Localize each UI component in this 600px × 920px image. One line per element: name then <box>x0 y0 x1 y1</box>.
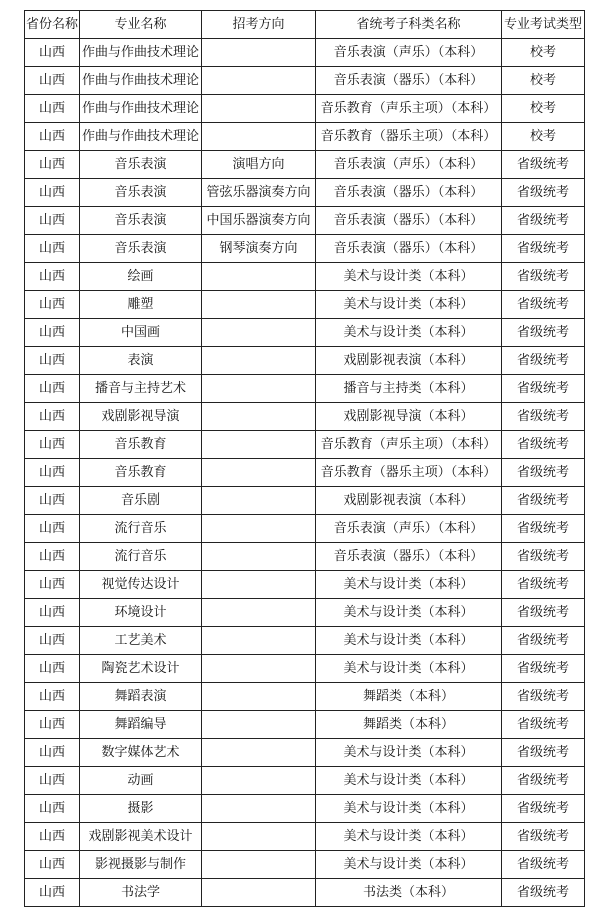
cell-major: 流行音乐 <box>80 543 202 571</box>
cell-exam-type: 校考 <box>502 39 585 67</box>
cell-subject-category: 美术与设计类（本科） <box>316 291 502 319</box>
cell-province: 山西 <box>25 67 80 95</box>
table-row <box>25 235 585 263</box>
cell-exam-type: 省级统考 <box>502 319 585 347</box>
cell-exam-type: 省级统考 <box>502 235 585 263</box>
cell-province: 山西 <box>25 515 80 543</box>
cell-major: 动画 <box>80 767 202 795</box>
cell-exam-type: 省级统考 <box>502 403 585 431</box>
header-province: 省份名称 <box>25 11 80 39</box>
cell-exam-type: 省级统考 <box>502 599 585 627</box>
cell-subject-category: 美术与设计类（本科） <box>316 823 502 851</box>
cell-major: 绘画 <box>80 263 202 291</box>
cell-subject-category: 美术与设计类（本科） <box>316 263 502 291</box>
cell-direction <box>202 515 316 543</box>
table-body <box>25 39 585 907</box>
cell-exam-type: 省级统考 <box>502 711 585 739</box>
cell-major: 音乐表演 <box>80 207 202 235</box>
cell-direction <box>202 67 316 95</box>
table-row <box>25 515 585 543</box>
cell-major: 书法学 <box>80 879 202 907</box>
table-row <box>25 795 585 823</box>
cell-subject-category: 音乐表演（声乐）（本科） <box>316 39 502 67</box>
cell-direction <box>202 123 316 151</box>
cell-direction <box>202 459 316 487</box>
cell-subject-category: 音乐表演（器乐）（本科） <box>316 543 502 571</box>
cell-exam-type: 省级统考 <box>502 207 585 235</box>
header-direction: 招考方向 <box>202 11 316 39</box>
cell-subject-category: 音乐教育（器乐主项）（本科） <box>316 123 502 151</box>
cell-province: 山西 <box>25 599 80 627</box>
header-row <box>25 11 585 39</box>
cell-province: 山西 <box>25 39 80 67</box>
cell-direction <box>202 431 316 459</box>
cell-major: 音乐剧 <box>80 487 202 515</box>
table-row <box>25 291 585 319</box>
cell-major: 音乐表演 <box>80 151 202 179</box>
cell-province: 山西 <box>25 375 80 403</box>
cell-subject-category: 舞蹈类（本科） <box>316 711 502 739</box>
table-row <box>25 347 585 375</box>
cell-exam-type: 省级统考 <box>502 823 585 851</box>
table-row <box>25 67 585 95</box>
header-exam-type: 专业考试类型 <box>502 11 585 39</box>
cell-exam-type: 省级统考 <box>502 431 585 459</box>
cell-major: 影视摄影与制作 <box>80 851 202 879</box>
cell-direction: 钢琴演奏方向 <box>202 235 316 263</box>
cell-subject-category: 戏剧影视表演（本科） <box>316 347 502 375</box>
table-row <box>25 39 585 67</box>
cell-direction: 中国乐器演奏方向 <box>202 207 316 235</box>
cell-direction <box>202 711 316 739</box>
cell-province: 山西 <box>25 851 80 879</box>
cell-exam-type: 省级统考 <box>502 543 585 571</box>
cell-exam-type: 校考 <box>502 123 585 151</box>
cell-subject-category: 美术与设计类（本科） <box>316 319 502 347</box>
cell-province: 山西 <box>25 319 80 347</box>
cell-subject-category: 美术与设计类（本科） <box>316 599 502 627</box>
table-row <box>25 655 585 683</box>
table-row <box>25 95 585 123</box>
cell-direction <box>202 851 316 879</box>
cell-major: 音乐教育 <box>80 459 202 487</box>
cell-exam-type: 校考 <box>502 95 585 123</box>
cell-province: 山西 <box>25 683 80 711</box>
table-row <box>25 627 585 655</box>
cell-exam-type: 省级统考 <box>502 851 585 879</box>
cell-major: 作曲与作曲技术理论 <box>80 95 202 123</box>
cell-exam-type: 省级统考 <box>502 291 585 319</box>
table-row <box>25 571 585 599</box>
cell-subject-category: 播音与主持类（本科） <box>316 375 502 403</box>
cell-major: 视觉传达设计 <box>80 571 202 599</box>
cell-major: 中国画 <box>80 319 202 347</box>
cell-direction <box>202 543 316 571</box>
cell-major: 音乐表演 <box>80 179 202 207</box>
cell-direction: 演唱方向 <box>202 151 316 179</box>
cell-exam-type: 省级统考 <box>502 739 585 767</box>
cell-major: 作曲与作曲技术理论 <box>80 39 202 67</box>
cell-major: 作曲与作曲技术理论 <box>80 123 202 151</box>
table-row <box>25 403 585 431</box>
cell-subject-category: 音乐教育（声乐主项）（本科） <box>316 431 502 459</box>
table-row <box>25 711 585 739</box>
cell-major: 播音与主持艺术 <box>80 375 202 403</box>
cell-major: 戏剧影视美术设计 <box>80 823 202 851</box>
cell-major: 陶瓷艺术设计 <box>80 655 202 683</box>
cell-province: 山西 <box>25 347 80 375</box>
cell-direction <box>202 291 316 319</box>
cell-direction <box>202 627 316 655</box>
cell-subject-category: 音乐表演（声乐）（本科） <box>316 515 502 543</box>
cell-subject-category: 美术与设计类（本科） <box>316 571 502 599</box>
cell-exam-type: 省级统考 <box>502 179 585 207</box>
table-row <box>25 207 585 235</box>
cell-province: 山西 <box>25 123 80 151</box>
header-subject-category: 省统考子科类名称 <box>316 11 502 39</box>
table-row <box>25 431 585 459</box>
cell-exam-type: 省级统考 <box>502 487 585 515</box>
cell-subject-category: 美术与设计类（本科） <box>316 739 502 767</box>
cell-province: 山西 <box>25 459 80 487</box>
cell-major: 流行音乐 <box>80 515 202 543</box>
table-row <box>25 123 585 151</box>
cell-major: 摄影 <box>80 795 202 823</box>
cell-exam-type: 省级统考 <box>502 515 585 543</box>
cell-exam-type: 省级统考 <box>502 571 585 599</box>
cell-exam-type: 省级统考 <box>502 151 585 179</box>
cell-subject-category: 戏剧影视表演（本科） <box>316 487 502 515</box>
exam-table <box>24 10 585 907</box>
table-row <box>25 683 585 711</box>
table-row <box>25 459 585 487</box>
cell-major: 音乐教育 <box>80 431 202 459</box>
cell-direction <box>202 571 316 599</box>
cell-direction <box>202 599 316 627</box>
cell-subject-category: 美术与设计类（本科） <box>316 795 502 823</box>
table-row <box>25 487 585 515</box>
cell-major: 表演 <box>80 347 202 375</box>
cell-province: 山西 <box>25 151 80 179</box>
cell-province: 山西 <box>25 291 80 319</box>
cell-exam-type: 省级统考 <box>502 263 585 291</box>
cell-major: 环境设计 <box>80 599 202 627</box>
table-row <box>25 599 585 627</box>
cell-exam-type: 省级统考 <box>502 767 585 795</box>
cell-subject-category: 美术与设计类（本科） <box>316 627 502 655</box>
cell-province: 山西 <box>25 767 80 795</box>
cell-subject-category: 美术与设计类（本科） <box>316 851 502 879</box>
cell-subject-category: 音乐表演（声乐）（本科） <box>316 151 502 179</box>
cell-province: 山西 <box>25 263 80 291</box>
cell-province: 山西 <box>25 711 80 739</box>
cell-subject-category: 音乐表演（器乐）（本科） <box>316 207 502 235</box>
table-row <box>25 179 585 207</box>
table-row <box>25 263 585 291</box>
cell-province: 山西 <box>25 627 80 655</box>
cell-province: 山西 <box>25 403 80 431</box>
table-row <box>25 767 585 795</box>
cell-direction <box>202 879 316 907</box>
table-row <box>25 851 585 879</box>
cell-province: 山西 <box>25 823 80 851</box>
table-row <box>25 739 585 767</box>
cell-direction <box>202 655 316 683</box>
cell-province: 山西 <box>25 571 80 599</box>
cell-subject-category: 戏剧影视导演（本科） <box>316 403 502 431</box>
cell-major: 舞蹈表演 <box>80 683 202 711</box>
cell-province: 山西 <box>25 487 80 515</box>
cell-direction <box>202 795 316 823</box>
cell-direction <box>202 683 316 711</box>
table-row <box>25 823 585 851</box>
cell-exam-type: 省级统考 <box>502 879 585 907</box>
cell-province: 山西 <box>25 739 80 767</box>
cell-direction <box>202 375 316 403</box>
cell-province: 山西 <box>25 879 80 907</box>
cell-subject-category: 音乐教育（声乐主项）（本科） <box>316 95 502 123</box>
cell-major: 舞蹈编导 <box>80 711 202 739</box>
cell-province: 山西 <box>25 795 80 823</box>
cell-subject-category: 美术与设计类（本科） <box>316 655 502 683</box>
table-row <box>25 543 585 571</box>
cell-direction <box>202 319 316 347</box>
cell-exam-type: 省级统考 <box>502 375 585 403</box>
cell-province: 山西 <box>25 207 80 235</box>
cell-direction <box>202 823 316 851</box>
cell-direction <box>202 347 316 375</box>
cell-exam-type: 省级统考 <box>502 795 585 823</box>
cell-major: 戏剧影视导演 <box>80 403 202 431</box>
table-row <box>25 151 585 179</box>
cell-province: 山西 <box>25 655 80 683</box>
cell-direction <box>202 95 316 123</box>
cell-exam-type: 省级统考 <box>502 347 585 375</box>
cell-subject-category: 美术与设计类（本科） <box>316 767 502 795</box>
cell-exam-type: 省级统考 <box>502 655 585 683</box>
cell-province: 山西 <box>25 543 80 571</box>
cell-direction <box>202 767 316 795</box>
table-row <box>25 319 585 347</box>
cell-province: 山西 <box>25 95 80 123</box>
header-major: 专业名称 <box>80 11 202 39</box>
cell-province: 山西 <box>25 179 80 207</box>
cell-direction: 管弦乐器演奏方向 <box>202 179 316 207</box>
cell-direction <box>202 403 316 431</box>
cell-province: 山西 <box>25 235 80 263</box>
cell-major: 雕塑 <box>80 291 202 319</box>
cell-direction <box>202 263 316 291</box>
cell-province: 山西 <box>25 431 80 459</box>
cell-major: 音乐表演 <box>80 235 202 263</box>
cell-subject-category: 音乐表演（器乐）（本科） <box>316 179 502 207</box>
cell-major: 数字媒体艺术 <box>80 739 202 767</box>
cell-major: 工艺美术 <box>80 627 202 655</box>
cell-direction <box>202 39 316 67</box>
cell-subject-category: 舞蹈类（本科） <box>316 683 502 711</box>
cell-exam-type: 省级统考 <box>502 683 585 711</box>
cell-exam-type: 省级统考 <box>502 459 585 487</box>
table-row <box>25 879 585 907</box>
cell-direction <box>202 739 316 767</box>
cell-subject-category: 音乐教育（器乐主项）（本科） <box>316 459 502 487</box>
cell-subject-category: 书法类（本科） <box>316 879 502 907</box>
cell-subject-category: 音乐表演（器乐）（本科） <box>316 235 502 263</box>
cell-exam-type: 省级统考 <box>502 627 585 655</box>
table-row <box>25 375 585 403</box>
cell-subject-category: 音乐表演（器乐）（本科） <box>316 67 502 95</box>
cell-direction <box>202 487 316 515</box>
cell-exam-type: 校考 <box>502 67 585 95</box>
cell-major: 作曲与作曲技术理论 <box>80 67 202 95</box>
